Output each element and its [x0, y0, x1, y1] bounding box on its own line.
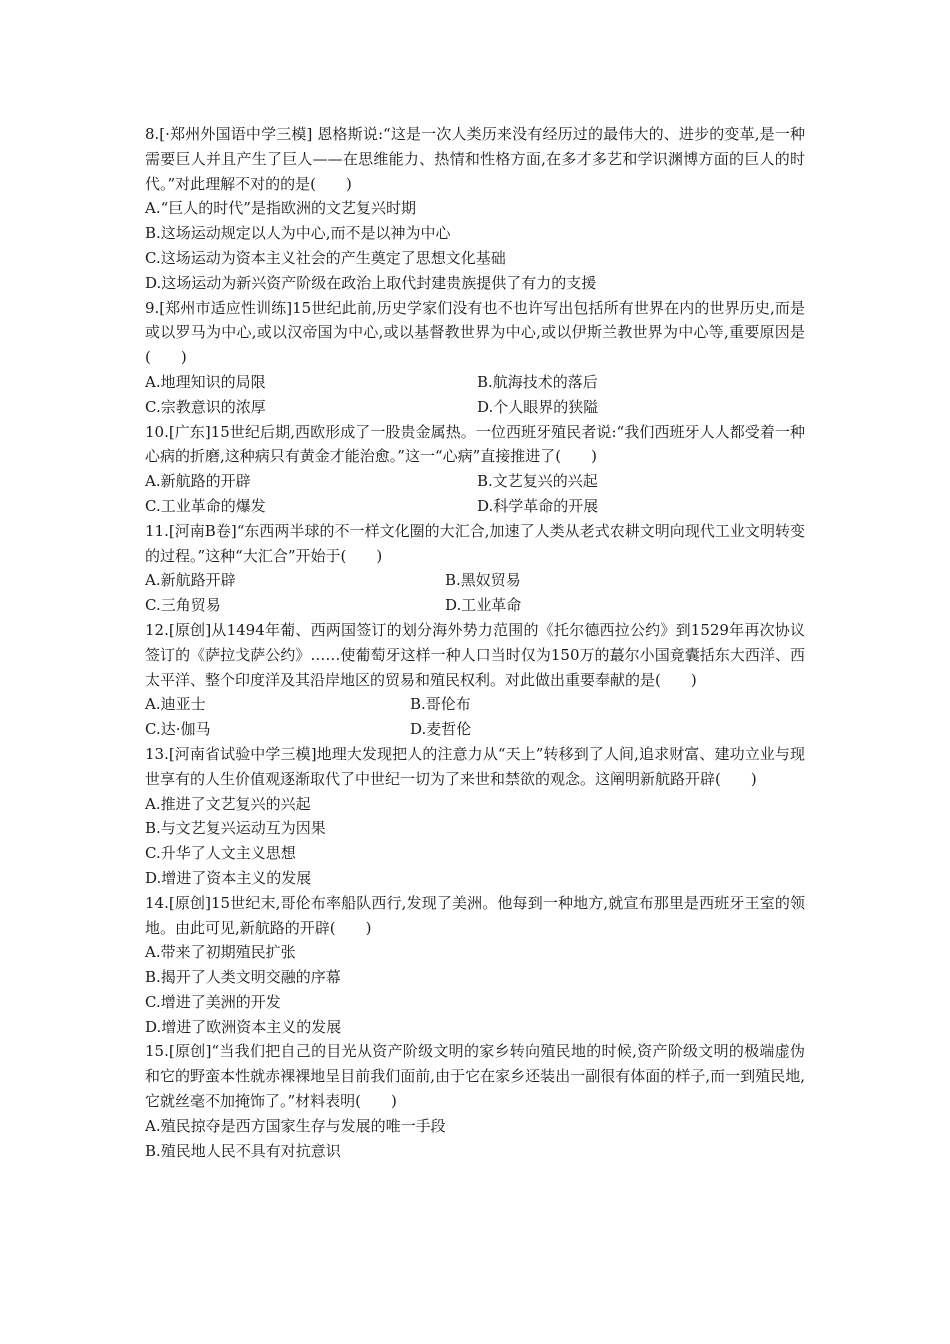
option-b: B.黑奴贸易	[445, 571, 521, 590]
option-b: B.文艺复兴的兴起	[477, 472, 598, 491]
option-a: A.“巨人的时代”是指欧洲的文艺复兴时期	[145, 199, 416, 218]
option-d: D.麦哲伦	[410, 720, 472, 739]
option-d: D.科学革命的开展	[477, 496, 599, 515]
option-d: D.增进了资本主义的发展	[145, 868, 312, 887]
worksheet-page	[145, 122, 805, 1163]
question-stem: 14.[原创]15世纪末,哥伦布率船队西行,发现了美洲。他每到一种地方,就宣布那里是西班牙王室的领地。由此可见,新航路的开辟( )	[145, 893, 805, 937]
option-b: B.哥伦布	[410, 695, 471, 714]
question-stem: 15.[原创]“当我们把自己的目光从资产阶级文明的家乡转向殖民地的时候,资产阶级文明的极端虚伪和它的野蛮本性就赤裸裸地呈目前我们面前,由于它在家乡还装出一副很有体面的样子,而一到殖民地,它就丝毫不加掩饰了。”材料表明( )	[145, 1042, 805, 1111]
option-row	[145, 494, 805, 519]
option-row	[145, 568, 805, 593]
option-a: A.殖民掠夺是西方国家生存与发展的唯一手段	[145, 1116, 446, 1135]
option-c: C.三角贸易	[145, 596, 221, 615]
question-stem: 10.[广东]15世纪后期,西欧形成了一股贵金属热。一位西班牙殖民者说:“我们西班牙人人都受着一种心病的折磨,这种病只有黄金才能治愈。”这一“心病”直接推进了( )	[145, 422, 805, 466]
question-12	[145, 618, 805, 742]
option-c: C.工业革命的爆发	[145, 496, 266, 515]
option-a: A.推进了文艺复兴的兴起	[145, 794, 311, 813]
option-d: D.工业革命	[445, 596, 522, 615]
question-9	[145, 296, 805, 420]
option-c: C.宗教意识的浓厚	[145, 397, 266, 416]
option-row	[145, 717, 805, 742]
option-b: B.与文艺复兴运动互为因果	[145, 819, 326, 838]
option-c: C.升华了人文主义思想	[145, 844, 296, 863]
question-11	[145, 519, 805, 618]
option-a: A.新航路的开辟	[145, 472, 251, 491]
option-a: A.带来了初期殖民扩张	[145, 943, 296, 962]
question-stem: 12.[原创]从1494年葡、西两国签订的划分海外势力范围的《托尔德西拉公约》到1529年再次协议签订的《萨拉戈萨公约》……使葡萄牙这样一种人口当时仅为150万的蕞尔小国竟囊括东大西洋、西太平洋、整个印度洋及其沿岸地区的贸易和殖民权利。对此做出重要奉献的是( )	[145, 620, 805, 689]
option-b: B.这场运动规定以人为中心,而不是以神为中心	[145, 224, 451, 243]
question-stem: 11.[河南B卷]“东西两半球的不一样文化圈的大汇合,加速了人类从老式农耕文明向现代工业文明转变的过程。”这种“大汇合”开始于( )	[145, 521, 805, 565]
question-14	[145, 891, 805, 1040]
option-row	[145, 593, 805, 618]
option-c: C.达·伽马	[145, 720, 211, 739]
question-15	[145, 1039, 805, 1163]
question-stem: 13.[河南省试验中学三模]地理大发现把人的注意力从“天上”转移到了人间,追求财富、建功立业与现世享有的人生价值观逐渐取代了中世纪一切为了来世和禁欲的观念。这阐明新航路开辟( )	[145, 744, 805, 788]
option-row	[145, 395, 805, 420]
option-row	[145, 469, 805, 494]
option-b: B.航海技术的落后	[477, 372, 598, 391]
option-d: D.这场运动为新兴资产阶级在政治上取代封建贵族提供了有力的支援	[145, 273, 597, 292]
question-13	[145, 742, 805, 891]
question-stem: 8.[·郑州外国语中学三模] 恩格斯说:“这是一次人类历来没有经历过的最伟大的、进步的变革,是一种需要巨人并且产生了巨人——在思维能力、热情和性格方面,在多才多艺和学识渊博方面的巨人的时代。”对此理解不对的的是( )	[145, 125, 805, 193]
option-b: B.殖民地人民不具有对抗意识	[145, 1141, 341, 1160]
option-c: C.增进了美洲的开发	[145, 992, 281, 1011]
question-stem: 9.[郑州市适应性训练]15世纪此前,历史学家们没有也不也许写出包括所有世界在内的世界历史,而是或以罗马为中心,或以汉帝国为中心,或以基督教世界为中心,或以伊斯兰教世界为中心等,重要原因是( )	[145, 298, 805, 367]
option-b: B.揭开了人类文明交融的序幕	[145, 968, 341, 987]
option-c: C.这场运动为资本主义社会的产生奠定了思想文化基础	[145, 248, 506, 267]
option-a: A.地理知识的局限	[145, 372, 266, 391]
option-a: A.迪亚士	[145, 695, 206, 714]
question-8	[145, 122, 805, 296]
option-d: D.个人眼界的狭隘	[477, 397, 599, 416]
option-a: A.新航路开辟	[145, 571, 236, 590]
option-row	[145, 370, 805, 395]
option-row	[145, 692, 805, 717]
option-d: D.增进了欧洲资本主义的发展	[145, 1017, 342, 1036]
question-10	[145, 420, 805, 519]
